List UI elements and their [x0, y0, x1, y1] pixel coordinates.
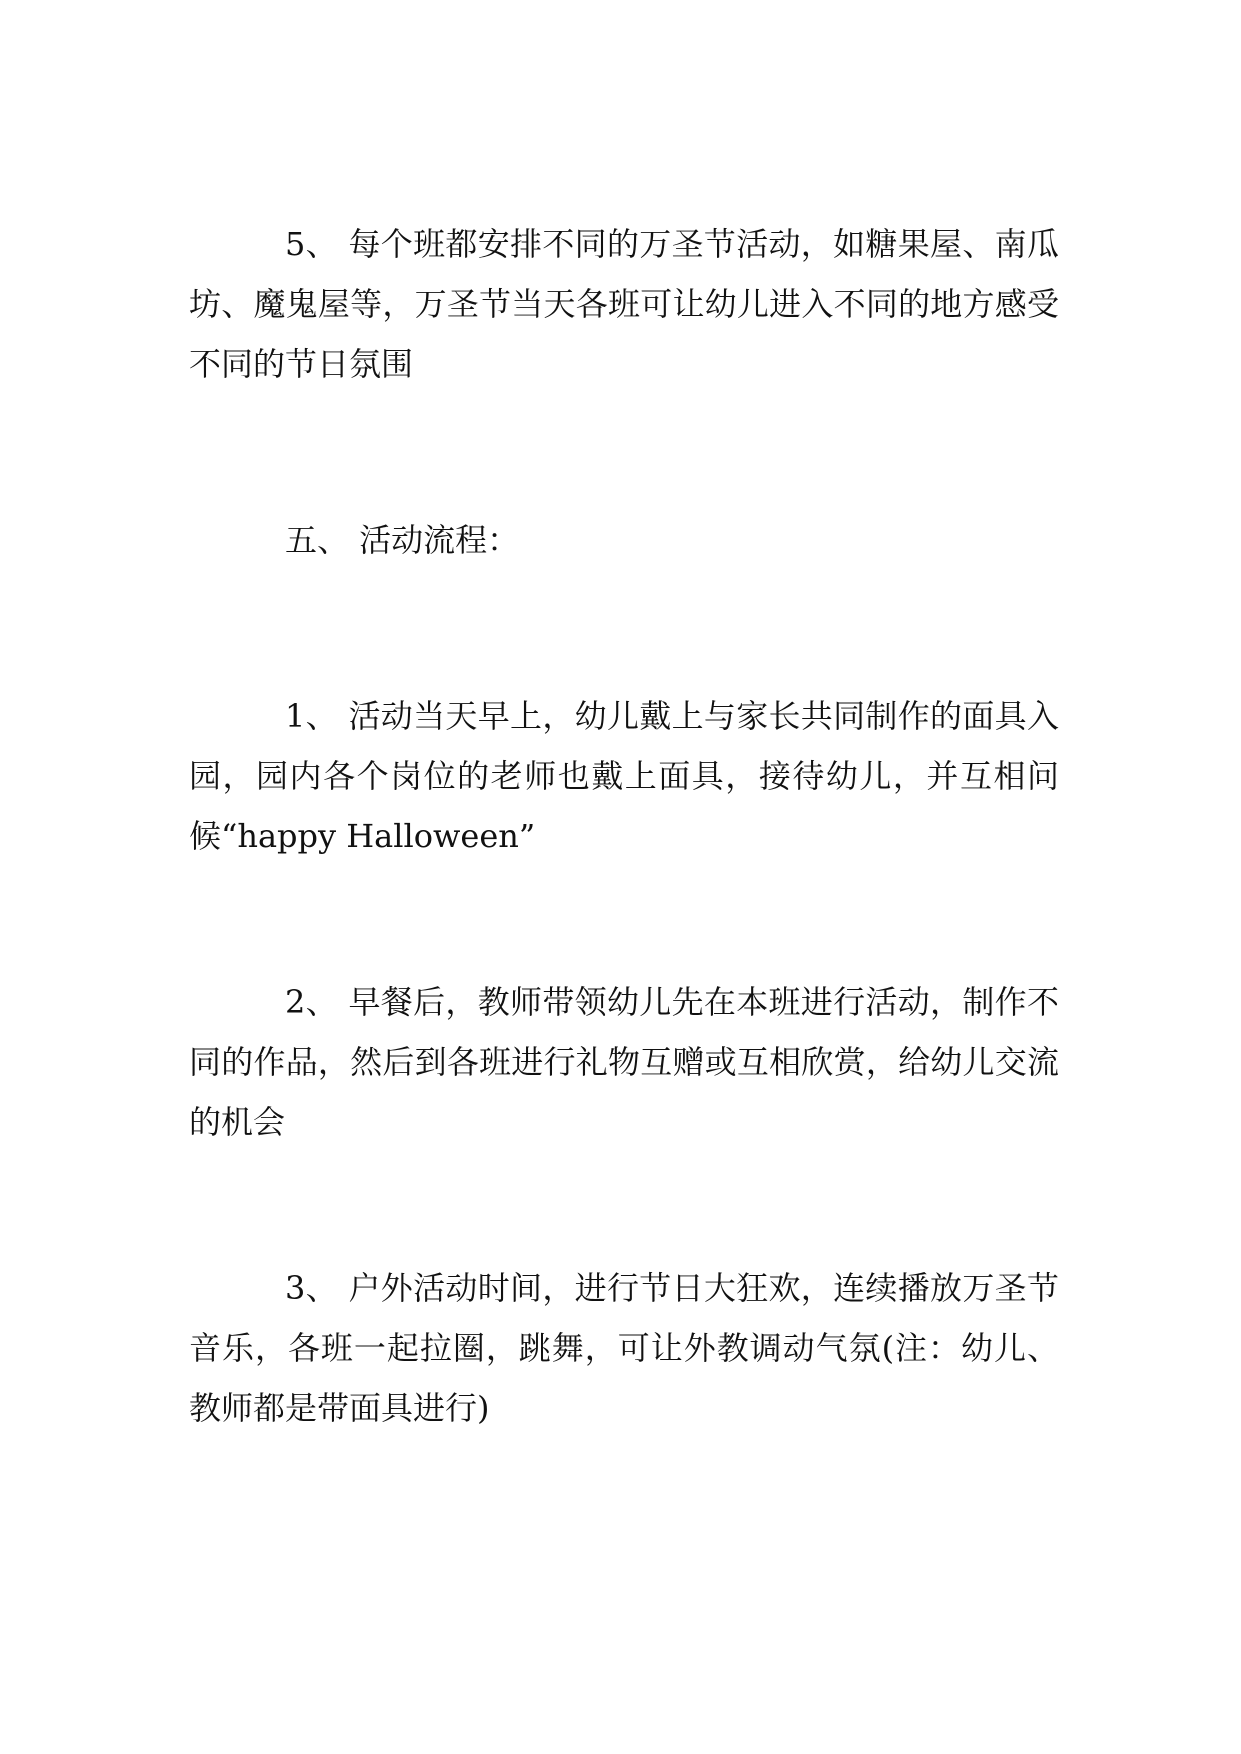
paragraph-step-2-breakfast: 2、 早餐后，教师带领幼儿先在本班进行活动，制作不同的作品，然后到各班进行礼物互赠或互相欣赏，给幼儿交流的机会 — [189, 983, 1059, 1141]
section-heading-activity-flow: 五、 活动流程： — [285, 521, 520, 559]
paragraph-step-1-morning: 1、 活动当天早上，幼儿戴上与家长共同制作的面具入园，园内各个岗位的老师也戴上面具，接待幼儿，并互相问候“happy Halloween” — [189, 697, 1059, 855]
paragraph-item-5-activities: 5、 每个班都安排不同的万圣节活动，如糖果屋、南瓜坊、魔鬼屋等，万圣节当天各班可让幼儿进入不同的地方感受不同的节日氛围 — [189, 225, 1059, 383]
paragraph-step-3-outdoor: 3、 户外活动时间，进行节日大狂欢，连续播放万圣节音乐，各班一起拉圈，跳舞，可让外教调动气氛(注：幼儿、教师都是带面具进行) — [189, 1269, 1059, 1427]
